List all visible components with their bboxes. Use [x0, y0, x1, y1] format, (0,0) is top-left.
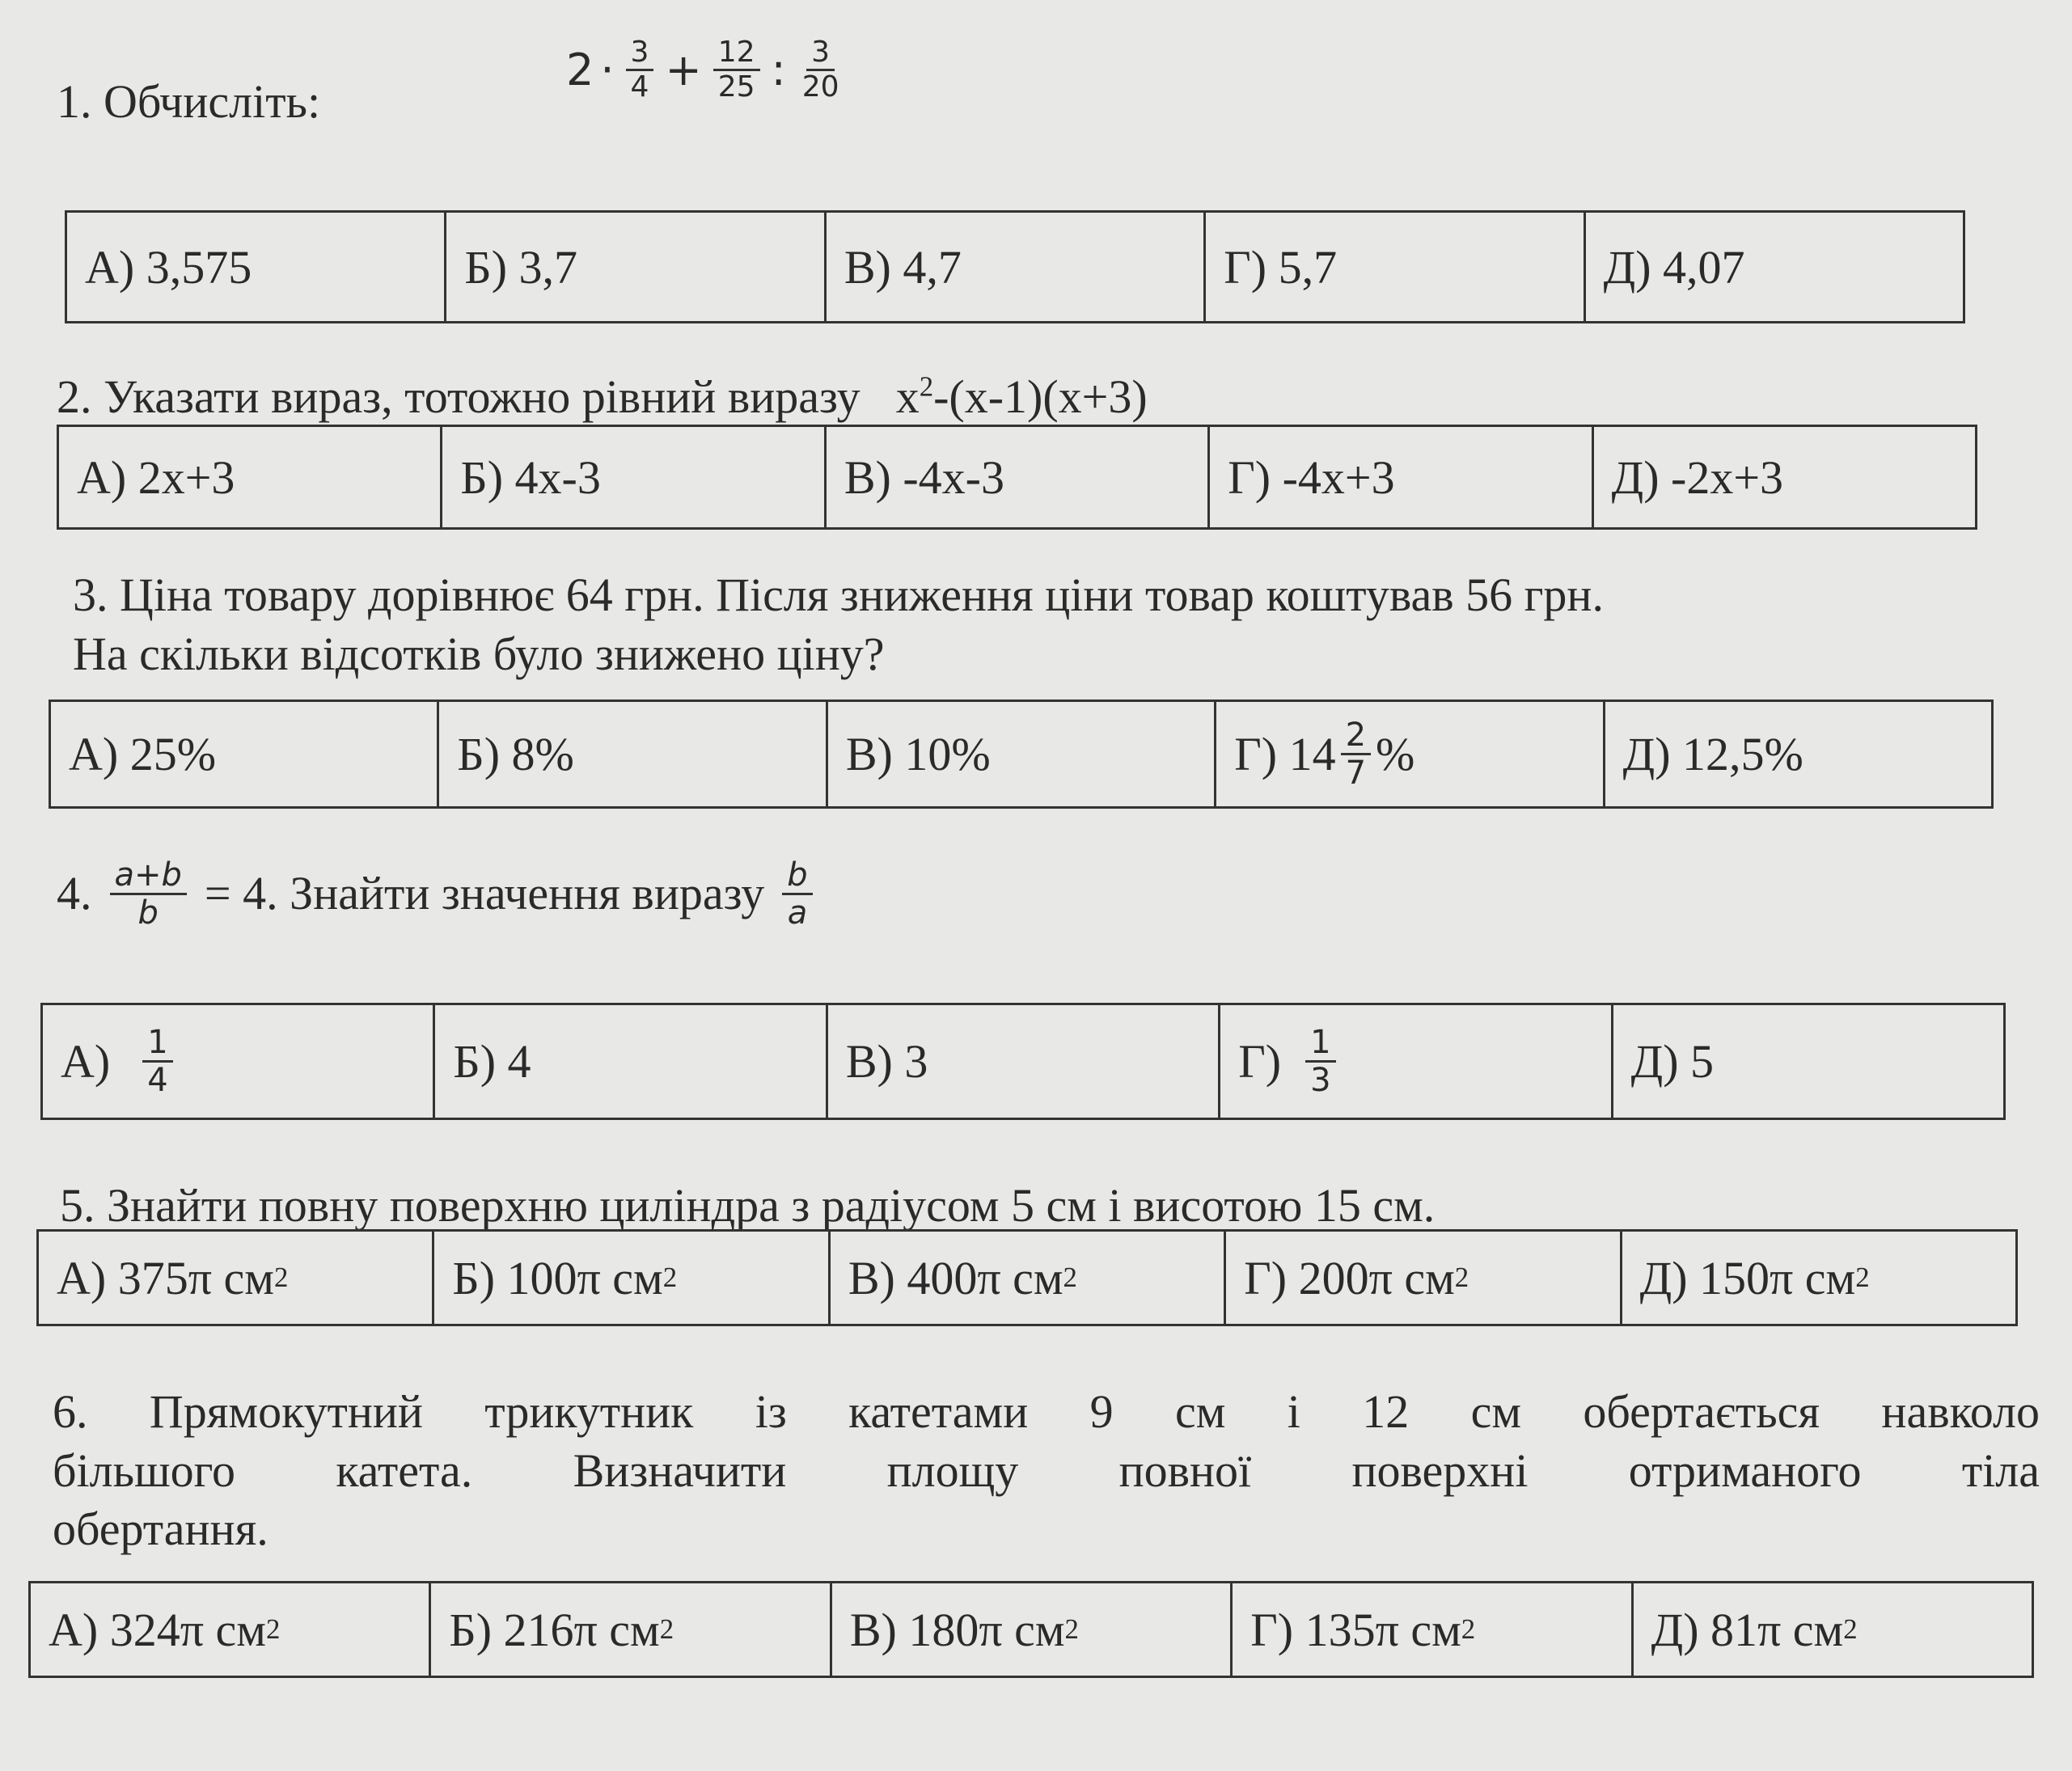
question-5-text: 5. Знайти повну поверхню циліндра з радіусом 5 см і висотою 15 см.: [60, 1179, 1436, 1232]
option-v[interactable]: В) 3: [828, 1005, 1220, 1118]
fraction-12-25: $\frac{12}{25}$: [713, 36, 760, 103]
question-3-options: [49, 700, 1994, 809]
question-2-text: 2. Указати вираз, тотожно рівний виразу: [57, 370, 861, 423]
option-b[interactable]: Б) 4: [435, 1005, 827, 1118]
fraction-1-4: $\frac{1}{4}$: [142, 1025, 172, 1098]
question-6-options: [28, 1581, 2034, 1678]
option-v[interactable]: В) 180π см 2: [832, 1583, 1233, 1676]
option-v[interactable]: В) 10%: [828, 702, 1216, 806]
option-g[interactable]: Г) -4x+3: [1210, 427, 1593, 527]
option-g[interactable]: Г) 5,7: [1206, 213, 1585, 321]
question-5-options: [36, 1229, 2018, 1326]
option-d[interactable]: Д) 81π см 2: [1651, 1603, 1858, 1656]
question-1-options: [65, 210, 1965, 323]
option-a[interactable]: А) 2x+3: [59, 427, 442, 527]
question-3-line-1: 3. Ціна товару дорівнює 64 грн. Після зниження ціни товар коштував 56 грн.: [73, 568, 1604, 621]
question-6-line-2: більшого катета. Визначити площу повної поверхні отриманого тіла: [53, 1443, 2040, 1497]
option-v[interactable]: В) -4x-3: [827, 427, 1210, 527]
option-g[interactable]: Г) $\frac{1}{3}$: [1220, 1005, 1613, 1118]
fraction-3-20: $\frac{3}{20}$: [801, 36, 839, 104]
option-d[interactable]: Д) 12,5%: [1622, 728, 1803, 780]
question-6-line-3: обертання.: [53, 1503, 269, 1555]
option-g[interactable]: Г) 200π см 2: [1226, 1232, 1622, 1324]
option-b[interactable]: Б) 216π см 2: [431, 1583, 831, 1676]
option-b[interactable]: Б) 8%: [439, 702, 827, 806]
question-2: [57, 368, 2040, 427]
option-d[interactable]: Д) 150π см 2: [1639, 1251, 1870, 1304]
question-1-expression: 2 · $\frac{3}{4}$ + $\frac{12}{25}$ : $\frac{3}{20}$: [566, 36, 849, 103]
option-v[interactable]: В) 400π см 2: [831, 1232, 1226, 1324]
option-d[interactable]: Д) 5: [1630, 1035, 1715, 1088]
question-6-line-1: 6. Прямокутний трикутник із катетами 9 см і 12 см обертається навколо: [53, 1385, 2040, 1438]
option-v[interactable]: В) 4,7: [827, 213, 1206, 321]
question-3: [57, 566, 2040, 683]
option-b[interactable]: Б) 4x-3: [442, 427, 826, 527]
question-4: 4. $\frac{a+b}{b}$ = 4. Знайти значення виразу $\frac{b}{a}$: [57, 857, 2040, 931]
fraction-b-over-a: $\frac{b}{a}$: [782, 857, 812, 931]
fraction-a-plus-b-over-b: $\frac{a+b}{b}$: [110, 857, 187, 931]
fraction-3-4: $\frac{3}{4}$: [626, 36, 654, 103]
option-a[interactable]: А) $\frac{1}{4}$: [43, 1005, 435, 1118]
question-2-expression: $x^2-(x-1)(x+3)$: [895, 370, 1148, 423]
option-d[interactable]: Д) 4,07: [1603, 240, 1745, 294]
option-b[interactable]: Б) 3,7: [446, 213, 826, 321]
option-a[interactable]: А) 3,575: [67, 213, 446, 321]
question-5: [57, 1177, 2040, 1236]
option-d[interactable]: Д) -2x+3: [1611, 450, 1784, 504]
fraction-1-3: $\frac{1}{3}$: [1305, 1025, 1335, 1098]
question-4-options: [40, 1003, 2006, 1120]
option-g[interactable]: Г) 135π см 2: [1233, 1583, 1633, 1676]
question-1-text: 1. Обчисліть:: [57, 75, 321, 128]
question-4-text: = 4. Знайти значення виразу: [204, 867, 765, 920]
option-a[interactable]: А) 25%: [51, 702, 439, 806]
option-g[interactable]: Г) 14 $\frac{2}{7}$ %: [1216, 702, 1605, 806]
question-6: [53, 1383, 2040, 1559]
option-a[interactable]: А) 375π см 2: [39, 1232, 434, 1324]
fraction-2-7: $\frac{2}{7}$: [1341, 717, 1371, 791]
question-2-options: [57, 425, 1977, 530]
option-a[interactable]: А) 324π см 2: [31, 1583, 431, 1676]
option-b[interactable]: Б) 100π см 2: [434, 1232, 830, 1324]
question-1: [57, 36, 2040, 132]
question-3-line-2: На скільки відсотків було знижено ціну?: [73, 627, 885, 680]
